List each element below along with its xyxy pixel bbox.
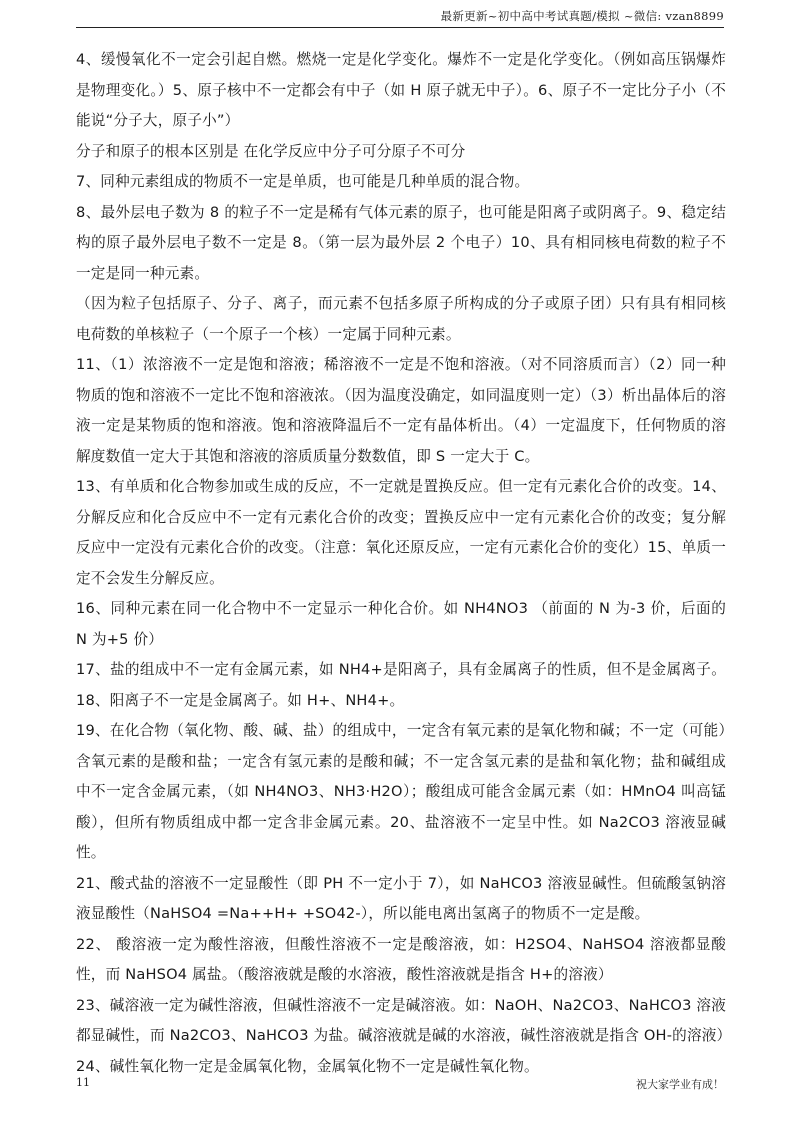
footer-slogan: 祝大家学业有成！ <box>636 1078 724 1091</box>
paragraph: 23、碱溶液一定为碱性溶液，但碱性溶液不一定是碱溶液。如：NaOH、Na2CO3、NaHCO3 溶液都显碱性，而 Na2CO3、NaHCO3 为盐。碱溶液就是碱的水溶液，碱性溶液就是指含 OH-的溶液） <box>76 996 732 1044</box>
paragraph: 11、（1）浓溶液不一定是饱和溶液；稀溶液不一定是不饱和溶液。（对不同溶质而言）（2）同一种物质的饱和溶液不一定比不饱和溶液浓。（因为温度没确定，如同温度则一定）（3）析出晶体后的溶液一定是某物质的饱和溶液。饱和溶液降温后不一定有晶体析出。（4）一定温度下，任何物质的溶解度数值一定大于其饱和溶液的溶质质量分数数值，即 S 一定大于 C。 <box>76 356 726 465</box>
paragraph: 7、同种元素组成的物质不一定是单质，也可能是几种单质的混合物。 <box>76 173 530 190</box>
paragraph: 24、碱性氧化物一定是金属氧化物，金属氧化物不一定是碱性氧化物。 <box>76 1057 539 1075</box>
paragraph: 8、最外层电子数为 8 的粒子不一定是稀有气体元素的原子，也可能是阳离子或阴离子。9、稳定结构的原子最外层电子数不一定是 8。（第一层为最外层 2 个电子）10、具有相同核电荷数的粒子不一定是同一种元素。 <box>76 203 726 282</box>
paragraph: 16、同种元素在同一化合物中不一定显示一种化合价。如 NH4NO3 （前面的 N 为-3 价，后面的 N 为+5 价） <box>76 600 726 648</box>
document-body <box>76 45 732 1082</box>
paragraph: 13、有单质和化合物参加或生成的反应，不一定就是置换反应。但一定有元素化合价的改变。14、分解反应和化合反应中不一定有元素化合价的改变；置换反应中一定有元素化合价的改变；复分解反应中一定没有元素化合价的改变。（注意：氧化还原反应，一定有元素化合价的变化）15、单质一定不会发生分解反应。 <box>76 478 726 587</box>
paragraph: 19、在化合物（氧化物、酸、碱、盐）的组成中，一定含有氧元素的是氧化物和碱；不一定（可能）含氧元素的是酸和盐；一定含有氢元素的是酸和碱；不一定含氢元素的是盐和氧化物；盐和碱组成中不一定含金属元素，（如 NH4NO3、NH3·H2O）；酸组成可能含金属元素（如：HMnO4 叫高锰酸），但所有物质组成中都一定含非金属元素。20、盐溶液不一定呈中性。如 Na2CO3 溶液显碱性。 <box>76 722 726 861</box>
header-divider <box>76 27 724 28</box>
page-number: 11 <box>76 1076 90 1089</box>
header-text: 最新更新~初中高中考试真题/模拟 ~微信: vzan8899 <box>440 9 724 23</box>
page-footer <box>76 1076 724 1096</box>
paragraph: 21、酸式盐的溶液不一定显酸性（即 PH 不一定小于 7），如 NaHCO3 溶液显碱性。但硫酸氢钠溶液显酸性（NaHSO4 =Na++H+ +SO42-），所以能电离出氢离子的物质不一定是酸。 <box>76 874 726 922</box>
paragraph: （因为粒子包括原子、分子、离子，而元素不包括多原子所构成的分子或原子团）只有具有相同核电荷数的单核粒子（一个原子一个核）一定属于同种元素。 <box>76 295 726 343</box>
paragraph: 4、缓慢氧化不一定会引起自燃。燃烧一定是化学变化。爆炸不一定是化学变化。（例如高压锅爆炸是物理变化。）5、原子核中不一定都会有中子（如 H 原子就无中子）。6、原子不一定比分子小（不能说“分子大，原子小”） <box>76 51 726 129</box>
page-header <box>76 8 724 48</box>
paragraph: 17、盐的组成中不一定有金属元素，如 NH4+是阳离子，具有金属离子的性质，但不是金属离子。18、阳离子不一定是金属离子。如 H+、NH4+。 <box>76 661 726 709</box>
paragraph: 22、 酸溶液一定为酸性溶液，但酸性溶液不一定是酸溶液，如：H2SO4、NaHSO4 溶液都显酸性，而 NaHSO4 属盐。（酸溶液就是酸的水溶液，酸性溶液就是指含 H+的溶液） <box>76 935 726 983</box>
paragraph: 分子和原子的根本区别是 在化学反应中分子可分原子不可分 <box>76 142 466 160</box>
